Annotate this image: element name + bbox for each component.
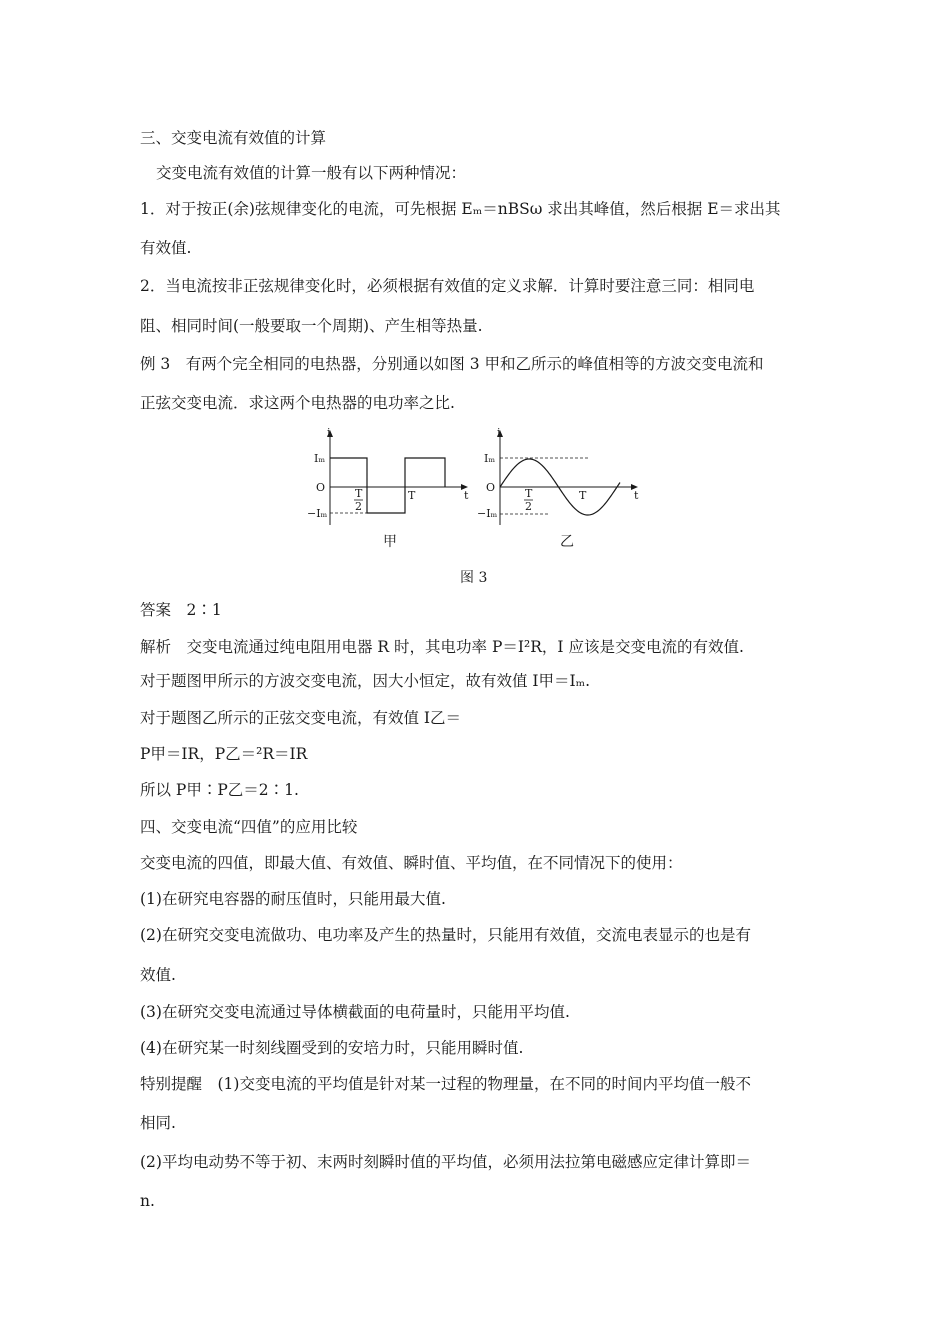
figure-3-svg: [290, 425, 670, 555]
section3-item2-line2: 阻、相同时间(一般要取一个周期)、产生相等热量.: [140, 317, 483, 335]
left-origin-label: O: [316, 481, 326, 494]
left-i-label: i: [327, 426, 331, 439]
note2-line1: (2)平均电动势不等于初、末两时刻瞬时值的平均值，必须用法拉第电磁感应定律计算即＝: [140, 1153, 751, 1171]
left-half-num: T: [355, 487, 363, 500]
section3-intro: 交变电流有效值的计算一般有以下两种情况：: [156, 164, 467, 182]
figure-title: 图 3: [460, 570, 488, 586]
right-origin-label: O: [486, 481, 496, 494]
right-neg-im-label: −Iₘ: [477, 507, 498, 520]
analysis-line5: 所以 P甲∶P乙＝2∶1.: [140, 781, 299, 799]
left-neg-im-label: −Iₘ: [307, 507, 328, 520]
section4-p3: (3)在研究交变电流通过导体横截面的电荷量时，只能用平均值.: [140, 1003, 570, 1021]
square-wave-curve: [330, 458, 445, 513]
section3-heading: 三、交变电流有效值的计算: [140, 129, 327, 147]
section4-heading: 四、交变电流“四值”的应用比较: [140, 818, 358, 836]
right-im-label: Iₘ: [484, 452, 496, 465]
right-i-label: i: [497, 426, 501, 439]
section3-item2-line1: 2．当电流按非正弦规律变化时，必须根据有效值的定义求解．计算时要注意三同：相同电: [140, 277, 755, 295]
left-caption: 甲: [383, 534, 397, 550]
right-caption: 乙: [560, 534, 574, 550]
left-t-label: t: [464, 489, 469, 502]
example-line1: 例 3 有两个完全相同的电热器，分别通以如图 3 甲和乙所示的峰值相等的方波交变电流和: [140, 355, 764, 373]
section4-p4: (4)在研究某一时刻线圈受到的安培力时，只能用瞬时值.: [140, 1039, 524, 1057]
figure-3: [290, 425, 670, 555]
square-wave-graph: [307, 426, 469, 525]
section4-intro: 交变电流的四值，即最大值、有效值、瞬时值、平均值，在不同情况下的使用：: [140, 854, 683, 872]
right-t-label: t: [634, 489, 639, 502]
right-half-den: 2: [525, 500, 532, 513]
left-period-label: T: [408, 489, 416, 502]
analysis-line4: P甲＝IR，P乙＝²R＝IR: [140, 745, 308, 763]
section4-p2-line2: 效值.: [140, 966, 176, 984]
sine-wave-graph: [477, 426, 645, 525]
right-period-label: T: [579, 489, 587, 502]
analysis-line2: 对于题图甲所示的方波交变电流，因大小恒定，故有效值 I甲＝Iₘ.: [140, 672, 591, 690]
answer-line: 答案 2∶1: [140, 601, 222, 619]
section4-p2-line1: (2)在研究交变电流做功、电功率及产生的热量时，只能用有效值，交流电表显示的也是有: [140, 926, 751, 944]
left-im-label: Iₘ: [314, 452, 326, 465]
note2-line2: n.: [140, 1192, 155, 1210]
note-line2: 相同.: [140, 1114, 176, 1132]
right-half-num: T: [525, 487, 533, 500]
example-line2: 正弦交变电流．求这两个电热器的电功率之比.: [140, 394, 455, 412]
analysis-line3: 对于题图乙所示的正弦交变电流，有效值 I乙＝: [140, 709, 462, 727]
section3-item1-line2: 有效值.: [140, 239, 192, 257]
analysis-line1: 解析 交变电流通过纯电阻用电器 R 时，其电功率 P＝I²R，I 应该是交变电流的有效值.: [140, 638, 744, 656]
left-half-den: 2: [355, 500, 362, 513]
note-line1: 特别提醒 (1)交变电流的平均值是针对某一过程的物理量，在不同的时间内平均值一般不: [140, 1075, 751, 1093]
section3-item1-line1: 1．对于按正(余)弦规律变化的电流，可先根据 Eₘ＝nBSω 求出其峰值，然后根据 E＝求出其: [140, 200, 781, 218]
section4-p1: (1)在研究电容器的耐压值时，只能用最大值.: [140, 890, 446, 908]
